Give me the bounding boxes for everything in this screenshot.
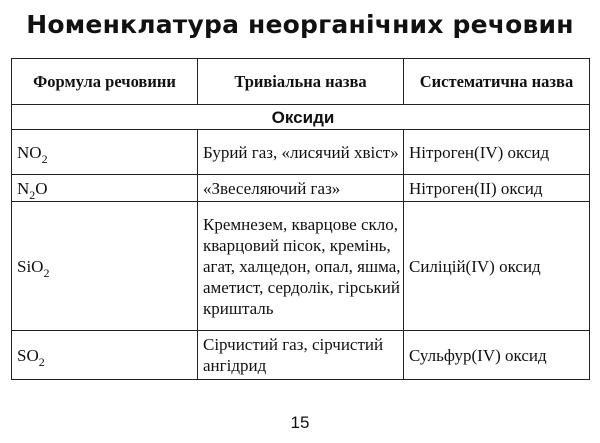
formula-subscript: 2 (38, 354, 45, 369)
nomenclature-table (11, 58, 590, 380)
formula-base: NO (17, 142, 42, 162)
systematic-name-cell: Нітроген(IV) оксид (404, 130, 590, 175)
table-row (12, 130, 590, 175)
page-number: 15 (290, 413, 310, 432)
table-header-row (12, 59, 590, 105)
trivial-name-cell: Сірчистий газ, сірчистий ангідрид (198, 331, 404, 380)
formula-subscript: 2 (43, 265, 50, 280)
trivial-name-cell: «Звеселяючий газ» (198, 175, 404, 202)
formula-base: SO (17, 345, 39, 365)
formula-cell (12, 331, 198, 380)
header-formula: Формула речовини (12, 59, 198, 105)
header-systematic: Систематична назва (404, 59, 590, 105)
table-row (12, 175, 590, 202)
systematic-name-cell: Силіцій(IV) оксид (404, 202, 590, 331)
formula-base: N (17, 178, 30, 198)
formula-cell (12, 202, 198, 331)
formula-subscript: 2 (29, 187, 36, 202)
section-row (12, 105, 590, 130)
trivial-name-cell: Бурий газ, «лисячий хвіст» (198, 130, 404, 175)
formula-tail: O (35, 178, 48, 198)
table-row (12, 202, 590, 331)
formula-base: SiO (17, 256, 44, 276)
page-title: Номенклатура неорганічних речовин (26, 10, 574, 39)
section-title: Оксиди (12, 105, 590, 130)
formula-cell (12, 130, 198, 175)
systematic-name-cell: Сульфур(IV) оксид (404, 331, 590, 380)
trivial-name-cell: Кремнезем, кварцове скло, кварцовий пісок, кремінь, агат, халцедон, опал, яшма, аметист, сердолік, гірський кришталь (198, 202, 404, 331)
systematic-name-cell: Нітроген(II) оксид (404, 175, 590, 202)
formula-subscript: 2 (41, 151, 48, 166)
table-row (12, 331, 590, 380)
formula-cell (12, 175, 198, 202)
header-trivial: Тривіальна назва (198, 59, 404, 105)
